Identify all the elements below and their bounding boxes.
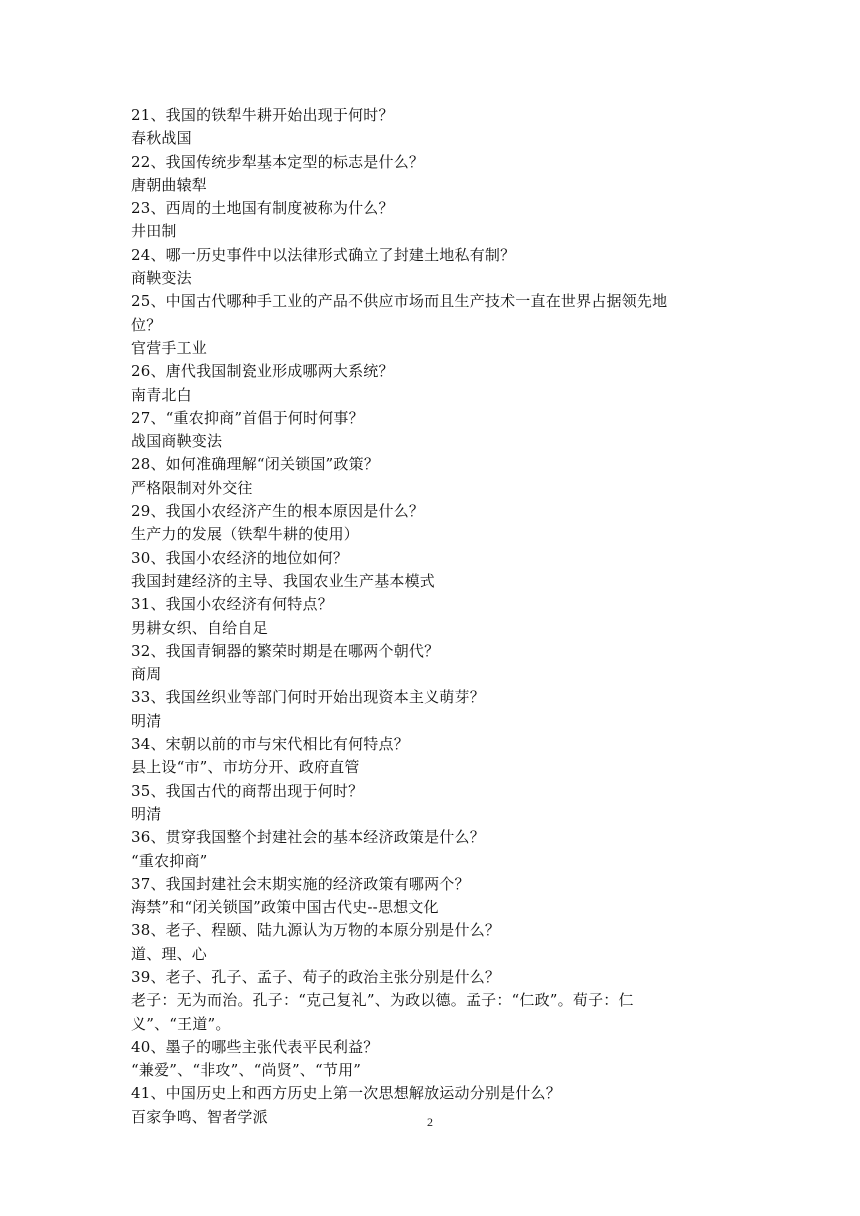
question-line: 41、中国历史上和西方历史上第一次思想解放运动分别是什么？ <box>131 1084 561 1103</box>
answer-line: 官营手工业 <box>131 338 208 357</box>
answer-line: 南青北白 <box>131 385 192 404</box>
answer-line: 唐朝曲辕犁 <box>131 175 208 194</box>
answer-line: 位？ <box>131 315 162 334</box>
question-line: 35、我国古代的商帮出现于何时？ <box>131 781 364 800</box>
answer-line: 春秋战国 <box>131 129 192 148</box>
question-line: 22、我国传统步犁基本定型的标志是什么？ <box>131 152 425 171</box>
answer-line: 我国封建经济的主导、我国农业生产基本模式 <box>131 571 436 590</box>
question-line: 39、老子、孔子、孟子、荀子的政治主张分别是什么？ <box>131 967 501 986</box>
question-line: 28、如何准确理解“闭关锁国”政策？ <box>131 455 380 474</box>
question-line: 33、我国丝织业等部门何时开始出现资本主义萌芽？ <box>131 688 485 707</box>
answer-line: 明清 <box>131 711 162 730</box>
answer-line: 战国商鞅变法 <box>131 432 223 451</box>
document-body <box>131 104 731 1129</box>
answer-line: 县上设“市”、市坊分开、政府直管 <box>131 758 360 777</box>
answer-line: 男耕女织、自给自足 <box>131 618 268 637</box>
question-line: 40、墨子的哪些主张代表平民利益？ <box>131 1037 379 1056</box>
answer-line: 商周 <box>131 665 162 684</box>
answer-line: 生产力的发展（铁犁牛耕的使用） <box>131 525 360 544</box>
answer-line: 严格限制对外交往 <box>131 478 253 497</box>
answer-line: 百家争鸣、智者学派 <box>131 1107 268 1126</box>
page-number: 2 <box>427 1115 433 1129</box>
question-line: 24、哪一历史事件中以法律形式确立了封建土地私有制？ <box>131 245 516 264</box>
question-line: 25、中国古代哪种手工业的产品不供应市场而且生产技术一直在世界占据领先地 <box>131 292 668 311</box>
answer-line: 井田制 <box>131 222 177 241</box>
question-line: 21、我国的铁犁牛耕开始出现于何时？ <box>131 106 394 124</box>
question-line: 31、我国小农经济有何特点？ <box>131 595 333 614</box>
question-line: 36、贯穿我国整个封建社会的基本经济政策是什么？ <box>131 828 485 847</box>
answer-line: 海禁”和“闭关锁国”政策中国古代史--思想文化 <box>131 898 439 917</box>
answer-line: 道、理、心 <box>131 944 208 963</box>
question-line: 34、宋朝以前的市与宋代相比有何特点？ <box>131 735 409 754</box>
question-line: 37、我国封建社会末期实施的经济政策有哪两个？ <box>131 874 470 893</box>
question-line: 38、老子、程颐、陆九源认为万物的本原分别是什么？ <box>131 921 501 940</box>
question-line: 23、西周的土地国有制度被称为什么？ <box>131 199 394 218</box>
question-line: 32、我国青铜器的繁荣时期是在哪两个朝代？ <box>131 641 440 660</box>
question-line: 29、我国小农经济产生的根本原因是什么？ <box>131 502 425 521</box>
question-line: 27、“重农抑商”首倡于何时何事？ <box>131 408 364 427</box>
answer-line: 明清 <box>131 804 162 823</box>
question-line: 26、唐代我国制瓷业形成哪两大系统？ <box>131 362 394 381</box>
question-line: 30、我国小农经济的地位如何？ <box>131 548 349 567</box>
answer-line: 义”、“王道”。 <box>131 1014 231 1033</box>
answer-line: 老子：无为而治。孔子：“克己复礼”、为政以德。孟子：“仁政”。荀子：仁 <box>131 991 634 1010</box>
answer-line: 商鞅变法 <box>131 269 192 288</box>
answer-line: “重农抑商” <box>131 851 208 870</box>
answer-line: “兼爱”、“非攻”、“尚贤”、“节用” <box>131 1061 362 1080</box>
